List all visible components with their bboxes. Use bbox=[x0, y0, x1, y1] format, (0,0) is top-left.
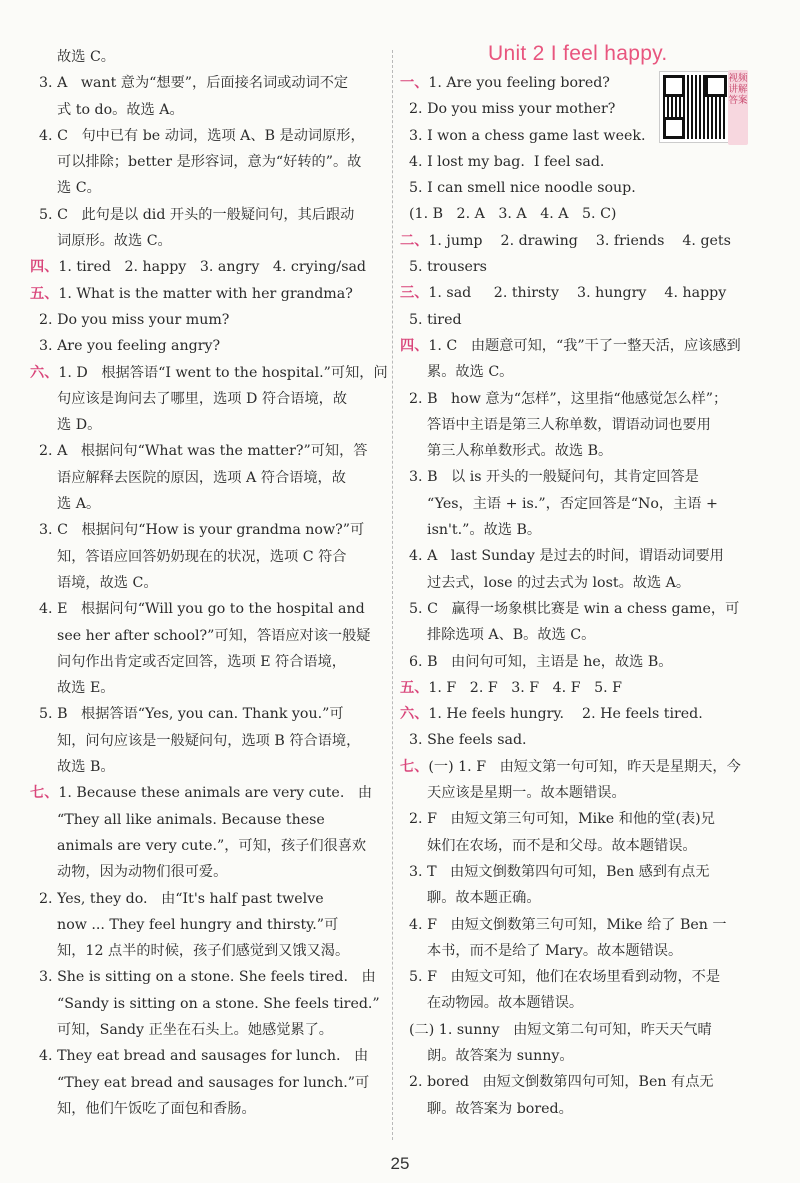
answer-text: 天应该是星期一。故本题错误。 bbox=[400, 785, 626, 802]
answer-text: 5. B 根据答语“Yes, you can. Thank you.”可 bbox=[30, 706, 344, 723]
answer-line bbox=[30, 1096, 385, 1122]
section-number: 四、 bbox=[30, 259, 59, 276]
answer-line bbox=[400, 649, 772, 675]
answer-line bbox=[30, 649, 385, 675]
answer-line bbox=[30, 1043, 385, 1069]
answer-line bbox=[30, 386, 385, 412]
answer-line bbox=[30, 596, 385, 622]
answer-line bbox=[30, 254, 385, 280]
answer-line bbox=[400, 1017, 772, 1043]
answer-text: 3. She is sitting on a stone. She feels tired. 由 bbox=[30, 969, 376, 986]
answer-line bbox=[30, 754, 385, 780]
answer-text: 3. B 以 is 开头的一般疑问句，其肯定回答是 bbox=[400, 469, 699, 486]
answer-line bbox=[400, 675, 772, 701]
answer-text: 可知，Sandy 正坐在石头上。她感觉累了。 bbox=[30, 1021, 333, 1038]
answer-text: 5. F 由短文可知，他们在农场里看到动物，不是 bbox=[400, 969, 721, 986]
answer-text: 问句作出肯定或否定回答，选项 E 符合语境， bbox=[30, 653, 346, 670]
answer-text: 1. What is the matter with her grandma? bbox=[58, 285, 353, 302]
section-number: 六、 bbox=[400, 706, 429, 723]
answer-line bbox=[30, 728, 385, 754]
answer-line bbox=[30, 859, 385, 885]
section-number: 五、 bbox=[400, 679, 429, 696]
answer-text: 累。故选 C。 bbox=[400, 364, 514, 381]
answer-line bbox=[400, 175, 772, 201]
answer-text: 3. C 根据问句“How is your grandma now?”可 bbox=[30, 522, 365, 539]
answer-text: “They all like animals. Because these bbox=[30, 811, 325, 828]
answer-text: 聊。故答案为 bored。 bbox=[400, 1100, 573, 1117]
answer-line bbox=[30, 465, 385, 491]
answer-text: 2. F 由短文第三句可知，Mike 和他的堂(表)兄 bbox=[400, 811, 715, 828]
answer-line bbox=[30, 360, 388, 386]
answer-line bbox=[400, 833, 772, 859]
answer-line bbox=[400, 1096, 772, 1122]
answer-line bbox=[400, 859, 772, 885]
answer-text: 过去式，lose 的过去式为 lost。故选 A。 bbox=[400, 574, 691, 591]
answer-text: 词原形。故选 C。 bbox=[30, 233, 172, 250]
answer-line bbox=[30, 307, 385, 333]
answer-text: 选 A。 bbox=[30, 496, 101, 513]
answer-line bbox=[400, 491, 772, 517]
answer-text: (1. B 2. A 3. A 4. A 5. C) bbox=[400, 206, 617, 223]
answer-text: 6. B 由问句可知，主语是 he，故选 B。 bbox=[400, 653, 673, 670]
answer-line bbox=[30, 123, 385, 149]
answer-text: 排除选项 A、B。故选 C。 bbox=[400, 627, 596, 644]
section-number: 六、 bbox=[30, 364, 59, 381]
answer-text: 5. tired bbox=[400, 311, 462, 328]
answer-text: 4. F 由短文倒数第三句可知，Mike 给了 Ben 一 bbox=[400, 916, 727, 933]
qr-label: 视频讲解答案 bbox=[728, 70, 748, 145]
answer-text: 式 to do。故选 A。 bbox=[30, 101, 184, 118]
answer-text: 3. Are you feeling angry? bbox=[30, 338, 221, 355]
answer-line bbox=[400, 885, 772, 911]
answer-text: 朗。故答案为 sunny。 bbox=[400, 1047, 574, 1064]
answer-line bbox=[400, 701, 772, 727]
answer-text: 1. sad 2. thirsty 3. hungry 4. happy bbox=[428, 285, 727, 302]
answer-line bbox=[400, 806, 772, 832]
answer-text: 语应解释去医院的原因，选项 A 符合语境，故 bbox=[30, 469, 346, 486]
answer-line bbox=[400, 70, 772, 96]
answer-line bbox=[30, 807, 385, 833]
answer-line bbox=[30, 412, 385, 438]
answer-text: 选 C。 bbox=[30, 180, 101, 197]
answer-line bbox=[30, 228, 385, 254]
answer-line bbox=[30, 570, 385, 596]
answer-line bbox=[400, 386, 772, 412]
answer-line bbox=[30, 912, 385, 938]
section-number: 二、 bbox=[400, 232, 429, 249]
answer-line bbox=[400, 464, 772, 490]
answer-text: 1. Are you feeling bored? bbox=[428, 75, 610, 91]
answer-text: 3. A want 意为“想要”，后面接名词或动词不定 bbox=[30, 75, 349, 92]
section-number: 一、 bbox=[400, 75, 429, 91]
answer-text: 动物，因为动物们很可爱。 bbox=[30, 864, 228, 881]
answer-line bbox=[400, 333, 772, 359]
answer-line bbox=[30, 438, 385, 464]
answer-line bbox=[30, 281, 385, 307]
answer-text: 在动物园。故本题错误。 bbox=[400, 995, 584, 1012]
answer-text: isn't.”。故选 B。 bbox=[400, 522, 542, 539]
answer-text: 5. C 赢得一场象棋比赛是 win a chess game，可 bbox=[400, 600, 740, 617]
answer-text: 4. They eat bread and sausages for lunch. 由 bbox=[30, 1048, 369, 1065]
answer-line bbox=[30, 675, 385, 701]
section-number: 五、 bbox=[30, 285, 59, 302]
answer-line bbox=[400, 912, 772, 938]
answer-text: “Yes，主语 + is.”，否定回答是“No，主语 + bbox=[400, 495, 718, 512]
answer-line bbox=[30, 964, 385, 990]
answer-line bbox=[400, 780, 772, 806]
answer-text: 1. Because these animals are very cute. 由 bbox=[58, 785, 373, 802]
answer-text: 2. bored 由短文倒数第四句可知，Ben 有点无 bbox=[400, 1074, 714, 1091]
answer-text: 2. Do you miss your mum? bbox=[30, 311, 230, 328]
page-number: 25 bbox=[390, 1154, 410, 1173]
answer-text: 1. C 由题意可知，“我”干了一整天活，应该感到 bbox=[428, 337, 741, 354]
answer-line bbox=[400, 517, 772, 543]
answer-text: 知，问句应该是一般疑问句，选项 B 符合语境， bbox=[30, 732, 361, 749]
unit-title: Unit 2 I feel happy. bbox=[488, 42, 668, 65]
answer-line bbox=[30, 1017, 385, 1043]
answer-line bbox=[30, 544, 385, 570]
answer-text: 5. I can smell nice noodle soup. bbox=[400, 180, 636, 197]
answer-text: 1. tired 2. happy 3. angry 4. crying/sad bbox=[58, 259, 367, 276]
answer-text: 故选 B。 bbox=[30, 759, 115, 776]
answer-text: “They eat bread and sausages for lunch.”可 bbox=[30, 1074, 370, 1091]
answer-text: 4. E 根据问句“Will you go to the hospital and bbox=[30, 601, 365, 618]
answer-text: (一) 1. F 由短文第一句可知，昨天是星期天，今 bbox=[428, 758, 741, 775]
answer-line bbox=[30, 886, 385, 912]
answer-line bbox=[400, 727, 772, 753]
answer-text: 句应该是询问去了哪里，选项 D 符合语境，故 bbox=[30, 390, 348, 407]
answer-text: 3. T 由短文倒数第四句可知，Ben 感到有点无 bbox=[400, 863, 710, 880]
answer-text: 知，答语应回答奶奶现在的状况，选项 C 符合 bbox=[30, 548, 347, 565]
answer-text: “Sandy is sitting on a stone. She feels tired.” bbox=[30, 995, 380, 1012]
answer-line bbox=[400, 438, 772, 464]
answer-text: 4. I lost my bag. I feel sad. bbox=[400, 153, 605, 170]
answer-line bbox=[400, 938, 772, 964]
answer-text: 故选 E。 bbox=[30, 680, 115, 697]
answer-line bbox=[400, 543, 772, 569]
answer-line bbox=[30, 701, 385, 727]
answer-line bbox=[400, 570, 772, 596]
answer-text: now ... They feel hungry and thirsty.”可 bbox=[30, 916, 339, 933]
answer-line bbox=[400, 412, 772, 438]
right-column bbox=[400, 70, 772, 1122]
answer-line bbox=[400, 307, 772, 333]
answer-line bbox=[30, 97, 385, 123]
answer-line bbox=[400, 201, 772, 227]
answer-text: 知，他们午饭吃了面包和香肠。 bbox=[30, 1100, 256, 1117]
answer-line bbox=[400, 990, 772, 1016]
answer-text: 1. D 根据答语“I went to the hospital.”可知，问 bbox=[58, 364, 388, 381]
section-number: 七、 bbox=[30, 785, 59, 802]
section-number: 七、 bbox=[400, 758, 429, 775]
answer-text: 2. A 根据问句“What was the matter?”可知，答 bbox=[30, 443, 368, 460]
answer-text: 2. B how 意为“怎样”，这里指“他感觉怎么样”； bbox=[400, 390, 728, 407]
answer-text: 语境，故选 C。 bbox=[30, 574, 158, 591]
answer-line bbox=[30, 517, 385, 543]
answer-text: 知，12 点半的时候，孩子们感觉到又饿又渴。 bbox=[30, 943, 350, 960]
answer-line bbox=[30, 70, 385, 96]
answer-text: 选 D。 bbox=[30, 417, 102, 434]
answer-line bbox=[30, 149, 385, 175]
answer-text: 2. Yes, they do. 由“It's half past twelve bbox=[30, 890, 324, 907]
answer-line bbox=[400, 149, 772, 175]
answer-text: (二) 1. sunny 由短文第二句可知，昨天天气晴 bbox=[400, 1021, 712, 1038]
answer-line bbox=[400, 596, 772, 622]
answer-line bbox=[400, 964, 772, 990]
answer-line bbox=[30, 938, 385, 964]
answer-line bbox=[400, 254, 772, 280]
answer-line bbox=[30, 623, 385, 649]
answer-line bbox=[400, 622, 772, 648]
answer-line bbox=[400, 1043, 772, 1069]
answer-text: 1. jump 2. drawing 3. friends 4. gets bbox=[428, 232, 731, 249]
left-column bbox=[30, 44, 388, 1122]
answer-line bbox=[30, 202, 385, 228]
answer-text: 故选 C。 bbox=[30, 49, 115, 65]
answer-line bbox=[30, 175, 385, 201]
column-divider bbox=[392, 50, 393, 1140]
answer-text: 本书，而不是给了 Mary。故本题错误。 bbox=[400, 942, 683, 959]
answer-text: 答语中主语是第三人称单数，谓语动词也要用 bbox=[400, 416, 711, 433]
answer-text: 第三人称单数形式。故选 B。 bbox=[400, 443, 613, 460]
answer-text: 1. He feels hungry. 2. He feels tired. bbox=[428, 706, 703, 723]
answer-line bbox=[400, 96, 772, 122]
answer-line bbox=[30, 491, 385, 517]
answer-line bbox=[30, 1070, 385, 1096]
answer-text: 5. C 此句是以 did 开头的一般疑问句，其后跟动 bbox=[30, 206, 355, 223]
answer-text: 4. C 句中已有 be 动词，选项 A、B 是动词原形， bbox=[30, 127, 365, 144]
answer-text: 1. F 2. F 3. F 4. F 5. F bbox=[428, 679, 622, 696]
answer-text: 3. I won a chess game last week. bbox=[400, 127, 646, 144]
answer-line bbox=[400, 280, 772, 306]
answer-line bbox=[400, 754, 772, 780]
answer-text: 4. A last Sunday 是过去的时间，谓语动词要用 bbox=[400, 548, 724, 565]
answer-line bbox=[30, 333, 385, 359]
answer-line bbox=[400, 123, 772, 149]
answer-line bbox=[30, 44, 385, 70]
section-number: 三、 bbox=[400, 285, 429, 302]
answer-text: see her after school?”可知，答语应对该一般疑 bbox=[30, 627, 371, 644]
answer-text: animals are very cute.”，可知，孩子们很喜欢 bbox=[30, 837, 367, 854]
answer-line bbox=[30, 833, 385, 859]
answer-text: 可以排除；better 是形容词，意为“好转的”。故 bbox=[30, 154, 362, 171]
answer-line bbox=[400, 1069, 772, 1095]
answer-text: 2. Do you miss your mother? bbox=[400, 101, 616, 118]
answer-text: 妹们在农场，而不是和父母。故本题错误。 bbox=[400, 837, 697, 854]
answer-line bbox=[400, 228, 772, 254]
answer-line bbox=[30, 780, 385, 806]
section-number: 四、 bbox=[400, 337, 429, 354]
answer-text: 5. trousers bbox=[400, 259, 487, 276]
answer-text: 聊。故本题正确。 bbox=[400, 890, 541, 907]
answer-line bbox=[400, 359, 772, 385]
answer-text: 3. She feels sad. bbox=[400, 732, 527, 749]
answer-line bbox=[30, 991, 385, 1017]
